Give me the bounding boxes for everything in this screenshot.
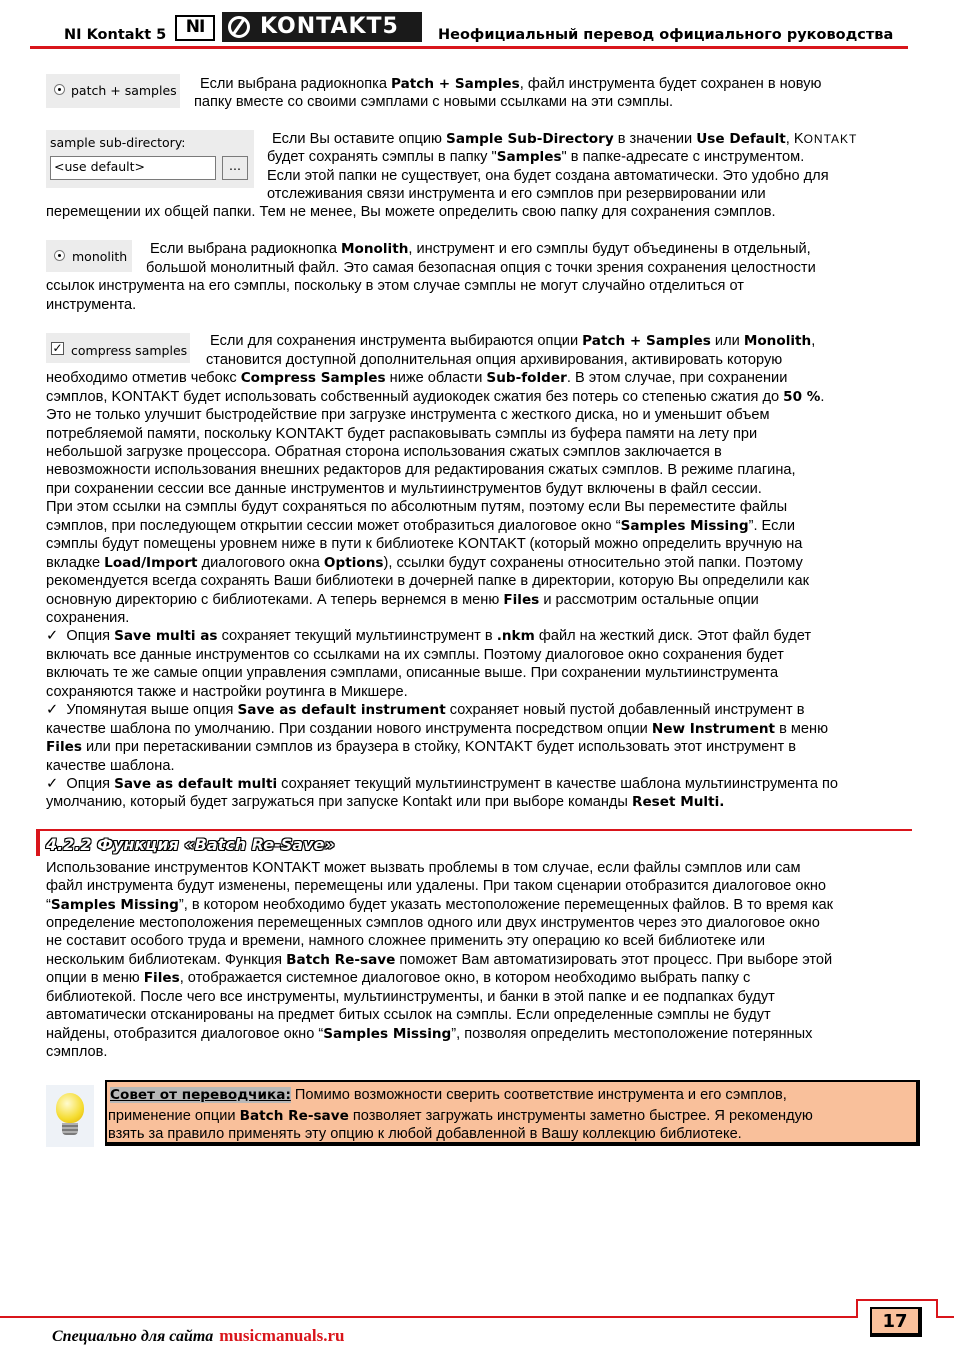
paragraph-line: автоматически отсканированы на предмет битых ссылок на сэмплы. Если определенные сэмплы не будут: [46, 1007, 771, 1023]
paragraph-line: включать все данные инструментов со ссылками на их сэмплы. Поэтому диалоговое окно сохранения будет: [46, 647, 784, 663]
paragraph-line: Если этой папки не существует, она будет создана автоматически. Это удобно для: [267, 168, 829, 184]
footer-divider: [856, 1299, 858, 1318]
monolith-panel: [46, 240, 132, 272]
page-number: 17: [870, 1307, 922, 1337]
paragraph-line: сэмплов, KONTAKT будет использовать собственный аудиокодек сжатия без потерь со степенью сжатия до 50 %.: [46, 389, 825, 405]
footer-caption: Специально для сайта: [52, 1328, 214, 1345]
paragraph-line: “Samples Missing”, в котором необходимо будет указать местоположение перемещенных файлов. В то время как: [46, 897, 834, 913]
paragraph-line: большой монолитный файл. Это самая безопасная опция с точки зрения сохранения целостности: [146, 260, 816, 276]
tip-line: применение опции Batch Re-save позволяет загружать инструменты заметно быстрее. Я рекомендую: [108, 1108, 813, 1124]
ni-logo: NI: [175, 15, 215, 41]
paragraph-line: умолчанию, который будет загружаться при запуске Kontakt или при выборе команды Reset Multi.: [46, 794, 725, 810]
subdir-panel: [46, 130, 254, 188]
lightbulb-icon: [56, 1093, 84, 1123]
paragraph-line: папку вместе со своими сэмплами с новыми ссылками на эти сэмплы.: [194, 94, 674, 110]
paragraph-line: опции в меню Files, отображается системное диалоговое окно, в котором необходимо выбрать папку с: [46, 970, 751, 986]
header-divider: [30, 46, 908, 49]
paragraph-line: ✓ Опция Save as default multi сохраняет текущий мультиинструмент в качестве шаблона мультиинструмента по: [46, 776, 839, 792]
paragraph-line: нескольким библиотекам. Функция Batch Re-save поможет Вам автоматизировать этот процесс. При выборе этой: [46, 952, 833, 968]
monolith-radio[interactable]: [54, 250, 65, 261]
paragraph-line: качестве шаблона по умолчанию. При создании нового инструмента посредством опции New Instrument в меню: [46, 721, 829, 737]
paragraph-line: файл инструмента будут изменены, перемещены или удалены. При таком сценарии отобразится диалоговое окно: [46, 878, 827, 894]
paragraph-line: качестве шаблона.: [46, 758, 175, 774]
paragraph-line: отслеживания связи инструмента и его сэмплов при резервировании или: [267, 186, 766, 202]
monolith-label: monolith: [72, 249, 128, 264]
patch-samples-label: patch + samples: [71, 83, 177, 98]
paragraph-line: ✓ Упомянутая выше опция Save as default instrument сохраняет новый пустой добавленный инструмент в: [46, 702, 805, 718]
paragraph-line: библиотекой. После чего все инструменты, мультиинструменты, и банки в этой папке и ее подпапках будут: [46, 989, 775, 1005]
paragraph-line: Использование инструментов KONTAKT может вызвать проблемы в том случае, если файлы сэмплов или сам: [46, 860, 801, 876]
paragraph-line: найдены, отобразится диалоговое окно “Samples Missing”, позволяя определить местоположение потерянных: [46, 1026, 813, 1042]
section-title: 4.2.2 Функция «Batch Re-Save»: [46, 835, 335, 854]
compress-label: compress samples: [71, 343, 188, 358]
browse-button[interactable]: ...: [222, 156, 248, 180]
paragraph-line: перемещении их общей папки. Тем не менее, Вы можете определить свою папку для сохранения сэмплов.: [46, 204, 776, 220]
paragraph-line: потребляемой памяти, поскольку KONTAKT будет распаковывать сэмплы из буфера памяти на лету при: [46, 426, 758, 442]
paragraph-line: невозможности использования внешних редакторов для редактирования сжатых сэмплов. В режиме плагина,: [46, 462, 796, 478]
paragraph-line: небольшой загрузке процессора. Обратная сторона использования сжатых сэмплов заключается в: [46, 444, 722, 460]
footer-site-link[interactable]: musicmanuals.ru: [219, 1326, 345, 1345]
footer-divider: [0, 1316, 858, 1318]
paragraph-line: необходимо отметив чебокс Compress Samples ниже области Sub-folder. В этом случае, при сохранении: [46, 370, 788, 386]
paragraph-line: становится доступной дополнительная опция архивирования, активировать которую: [206, 352, 783, 368]
paragraph-line: рекомендуется всегда сохранять Ваши библиотеки в дочерней папке в директории, которую Вы определили как: [46, 573, 810, 589]
footer-divider: [936, 1316, 954, 1318]
paragraph-line: сохраняются также и настройки роутинга в Микшере.: [46, 684, 408, 700]
section-divider: [36, 829, 912, 831]
paragraph-line: Если выбрана радиокнопка Patch + Samples, файл инструмента будет сохранен в новую: [200, 76, 822, 92]
section-marker: [36, 830, 40, 856]
paragraph-line: при сохранении сессии все данные инструментов и мультиинструментов будут включены в файл сессии.: [46, 481, 762, 497]
tip-line: взять за правило применять эту опцию к любой добавленной в Вашу коллекцию библиотеке.: [108, 1126, 742, 1142]
patch-samples-panel: [46, 74, 180, 108]
patch-samples-radio[interactable]: [54, 84, 65, 95]
paragraph-line: не составит особого труда и времени, намного сложнее применить эту операцию ко всей библиотеке или: [46, 933, 765, 949]
power-icon: [228, 16, 250, 38]
kontakt5-logo: [222, 12, 422, 42]
subdir-label: sample sub-directory:: [50, 135, 186, 150]
paragraph-line: сэмплов.: [46, 1044, 108, 1060]
paragraph-line: При этом ссылки на сэмплы будут сохраняться по абсолютным путям, поэтому если Вы переместите файлы: [46, 499, 788, 515]
paragraph-line: Если для сохранения инструмента выбираются опции Patch + Samples или Monolith,: [210, 333, 816, 349]
paragraph-line: Files или при перетаскивании сэмплов из браузера в стойку, KONTAKT будет использовать этот инструмент в: [46, 739, 796, 755]
header-title: NI Kontakt 5: [64, 27, 167, 43]
tip-title: Совет от переводчика:: [110, 1087, 291, 1103]
checkmark-icon: ✓: [46, 776, 59, 792]
compress-checkbox[interactable]: ✓: [52, 341, 63, 355]
checkmark-icon: ✓: [46, 702, 59, 718]
kontakt5-logo-text: KONTAKT5: [260, 14, 399, 39]
paragraph-line: включать те же самые опции управления сэмплами, описанные выше. При сохранении мультиинструмента: [46, 665, 779, 681]
compress-panel: [46, 333, 190, 363]
lightbulb-base: [62, 1123, 78, 1135]
subdir-field[interactable]: <use default>: [50, 156, 216, 180]
paragraph-line: определение местоположения перемещенных сэмплов одного или двух инструментов через это диалоговое окно: [46, 915, 820, 931]
checkmark-icon: ✓: [46, 628, 59, 644]
paragraph-line: будет сохранять сэмплы в папку "Samples" в папке-адресате с инструментом.: [267, 149, 805, 165]
paragraph-line: Это не только улучшит быстродействие при загрузке инструмента с жесткого диска, но и уменьшит объем: [46, 407, 770, 423]
tip-illustration: [46, 1085, 94, 1147]
paragraph-line: Если Вы оставите опцию Sample Sub-Directory в значении Use Default, KONTAKT: [272, 131, 858, 147]
paragraph-line: сэмплы будут помещены уровнем ниже в пути к библиотеке KONTAKT (который можно определить вручную на: [46, 536, 803, 552]
paragraph-line: ссылок инструмента на его сэмплы, поскольку в этом случае сэмплы не могут случайно отделиться от: [46, 278, 744, 294]
footer-divider: [856, 1299, 938, 1301]
paragraph-line: Если выбрана радиокнопка Monolith, инструмент и его сэмплы будут объединены в отдельный,: [150, 241, 811, 257]
paragraph-line: сохранения.: [46, 610, 130, 626]
paragraph-line: инструмента.: [46, 297, 137, 313]
paragraph-line: сэмплов, при последующем открытии сессии может отобразиться диалоговое окно “Samples Missing”. Если: [46, 518, 796, 534]
paragraph-line: основную директорию с библиотеками. А теперь вернемся в меню Files и рассмотрим остальные опции: [46, 592, 759, 608]
tip-line: Совет от переводчика: Помимо возможности сверить соответствие инструмента и его сэмплов,: [110, 1087, 787, 1103]
footer-text: [52, 1327, 344, 1346]
paragraph-line: вкладке Load/Import диалогового окна Options), ссылки будут сохранены относительно этой папки. Поэтому: [46, 555, 803, 571]
header-subtitle: Неофициальный перевод официального руководства: [438, 27, 894, 43]
paragraph-line: ✓ Опция Save multi as сохраняет текущий мультиинструмент в .nkm файл на жесткий диск. Этот файл будет: [46, 628, 812, 644]
